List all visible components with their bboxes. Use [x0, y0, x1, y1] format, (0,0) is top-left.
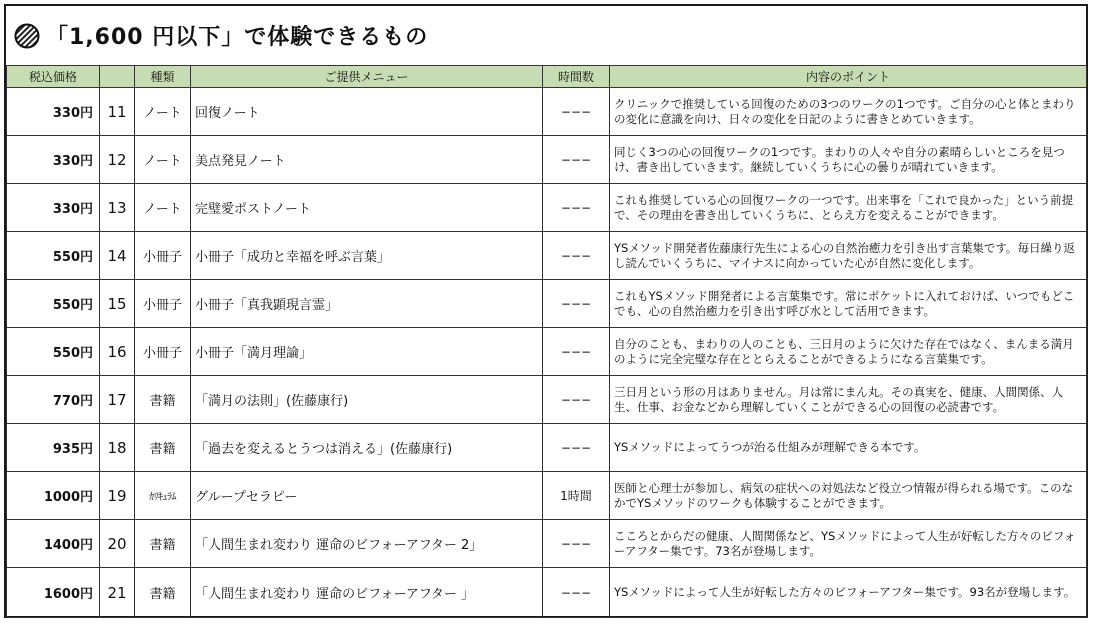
type-cell: 小冊子 [135, 328, 191, 376]
time-cell: −−− [543, 376, 610, 424]
table-row [7, 520, 1087, 568]
number-cell: 21 [100, 568, 135, 618]
point-cell: クリニックで推奨している回復のための3つのワークの1つです。ご自分の心と体とまわりの変化に意識を向け、日々の変化を日記のように書きとめていきます。 [610, 88, 1087, 136]
point-cell: これも推奨している心の回復ワークの一つです。出来事を「これで良かった」という前提で、その理由を書き出していくうちに、とらえ方を変えることができます。 [610, 184, 1087, 232]
type-cell: ｶﾘｷｭﾗﾑ [135, 472, 191, 520]
menu-cell: グループセラピー [191, 472, 543, 520]
time-cell: −−− [543, 424, 610, 472]
page-title: 「1,600 円以下」で体験できるもの [46, 25, 429, 50]
type-cell: 書籍 [135, 424, 191, 472]
point-cell: これもYSメソッド開発者による言葉集です。常にポケットに入れておけば、いつでもどこでも、心の自然治癒力を引き出す呼び水として活用できます。 [610, 280, 1087, 328]
point-cell: 同じく3つの心の回復ワークの1つです。まわりの人々や自分の素晴らしいところを見つけ、書き出していきます。継続していくうちに心の曇りが晴れていきます。 [610, 136, 1087, 184]
table-row [7, 280, 1087, 328]
type-cell: 小冊子 [135, 280, 191, 328]
table-row [7, 376, 1087, 424]
number-cell: 20 [100, 520, 135, 568]
price-cell: 1400円 [7, 520, 100, 568]
header-price: 税込価格 [7, 66, 100, 88]
menu-cell: 回復ノート [191, 88, 543, 136]
menu-cell: 「人間生まれ変わり 運命のビフォーアフター 2」 [191, 520, 543, 568]
point-cell: こころとからだの健康、人間関係など、YSメソッドによって人生が好転した方々のビフォーアフター集です。73名が登場します。 [610, 520, 1087, 568]
time-cell: 1時間 [543, 472, 610, 520]
time-cell: −−− [543, 280, 610, 328]
number-cell: 19 [100, 472, 135, 520]
number-cell: 18 [100, 424, 135, 472]
type-cell: 書籍 [135, 520, 191, 568]
price-cell: 330円 [7, 136, 100, 184]
table-row [7, 184, 1087, 232]
point-cell: YSメソッド開発者佐藤康行先生による心の自然治癒力を引き出す言葉集です。毎日繰り返し読んでいくうちに、マイナスに向かっていた心が自然に変化します。 [610, 232, 1087, 280]
menu-cell: 小冊子「真我顕現言霊」 [191, 280, 543, 328]
time-cell: −−− [543, 136, 610, 184]
header-type: 種類 [135, 66, 191, 88]
time-cell: −−− [543, 88, 610, 136]
number-cell: 16 [100, 328, 135, 376]
price-cell: 330円 [7, 88, 100, 136]
header-point: 内容のポイント [610, 66, 1087, 88]
table-row [7, 88, 1087, 136]
number-cell: 15 [100, 280, 135, 328]
time-cell: −−− [543, 184, 610, 232]
price-cell: 770円 [7, 376, 100, 424]
number-cell: 17 [100, 376, 135, 424]
table-header-row [7, 66, 1087, 88]
point-cell: 自分のことも、まわりの人のことも、三日月のように欠けた存在ではなく、まんまる満月のように完全完璧な存在ととらえることができるようになる言葉集です。 [610, 328, 1087, 376]
menu-table [6, 65, 1087, 618]
table-row [7, 424, 1087, 472]
type-cell: 書籍 [135, 376, 191, 424]
menu-cell: 「過去を変えるとうつは消える」(佐藤康行) [191, 424, 543, 472]
price-cell: 330円 [7, 184, 100, 232]
type-cell: ノート [135, 136, 191, 184]
time-cell: −−− [543, 520, 610, 568]
hatched-circle-icon [14, 23, 40, 49]
menu-cell: 小冊子「成功と幸福を呼ぶ言葉」 [191, 232, 543, 280]
time-cell: −−− [543, 232, 610, 280]
table-row [7, 136, 1087, 184]
point-cell: YSメソッドによってうつが治る仕組みが理解できる本です。 [610, 424, 1087, 472]
menu-cell: 完璧愛ポストノート [191, 184, 543, 232]
title-bar [6, 6, 1086, 65]
point-cell: 医師と心理士が参加し、病気の症状への対処法など役立つ情報が得られる場です。このなかでYSメソッドのワークも体験することができます。 [610, 472, 1087, 520]
menu-cell: 美点発見ノート [191, 136, 543, 184]
menu-cell: 「満月の法則」(佐藤康行) [191, 376, 543, 424]
header-number [100, 66, 135, 88]
table-row [7, 328, 1087, 376]
price-cell: 1000円 [7, 472, 100, 520]
price-cell: 550円 [7, 280, 100, 328]
number-cell: 11 [100, 88, 135, 136]
number-cell: 12 [100, 136, 135, 184]
price-cell: 935円 [7, 424, 100, 472]
type-cell: ノート [135, 88, 191, 136]
type-cell: ノート [135, 184, 191, 232]
table-row [7, 232, 1087, 280]
table-row [7, 568, 1087, 618]
header-menu: ご提供メニュー [191, 66, 543, 88]
time-cell: −−− [543, 568, 610, 618]
type-cell: 小冊子 [135, 232, 191, 280]
number-cell: 14 [100, 232, 135, 280]
price-cell: 550円 [7, 232, 100, 280]
point-cell: 三日月という形の月はありません。月は常にまん丸。その真実を、健康、人間関係、人生、仕事、お金などから理解していくことができる心の回復の必読書です。 [610, 376, 1087, 424]
price-cell: 550円 [7, 328, 100, 376]
time-cell: −−− [543, 328, 610, 376]
header-time: 時間数 [543, 66, 610, 88]
menu-cell: 「人間生まれ変わり 運命のビフォーアフター 」 [191, 568, 543, 618]
price-cell: 1600円 [7, 568, 100, 618]
table-row [7, 472, 1087, 520]
type-cell: 書籍 [135, 568, 191, 618]
menu-cell: 小冊子「満月理論」 [191, 328, 543, 376]
point-cell: YSメソッドによって人生が好転した方々のビフォーアフター集です。93名が登場します。 [610, 568, 1087, 618]
number-cell: 13 [100, 184, 135, 232]
